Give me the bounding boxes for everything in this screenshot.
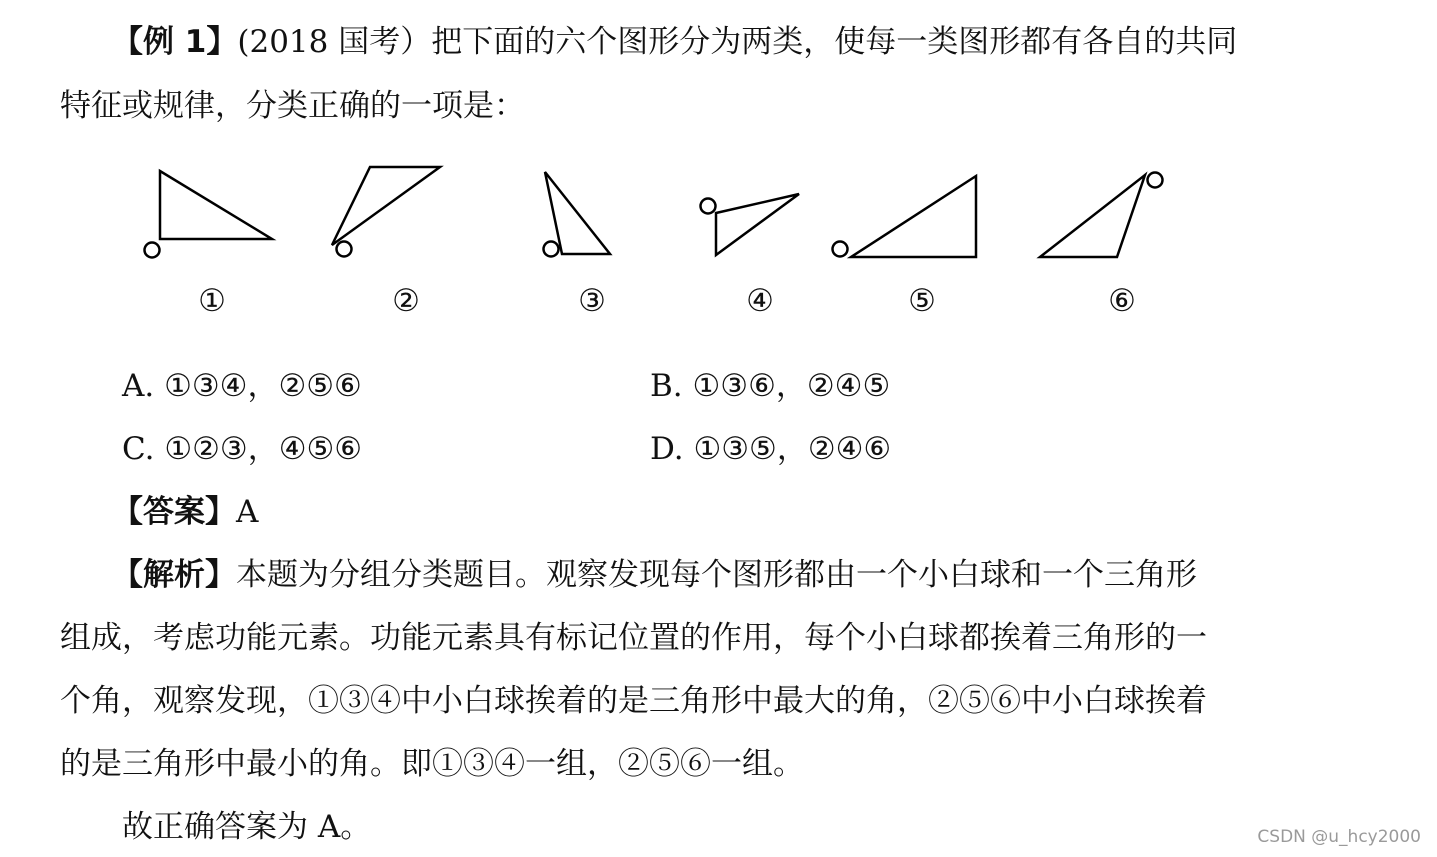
figure-1 — [145, 171, 273, 258]
analysis-line-1 — [112, 555, 1197, 595]
figure-label-2: ② — [392, 283, 420, 319]
answer-line — [112, 492, 258, 532]
analysis-line-2: 组成，考虑功能元素。功能元素具有标记位置的作用，每个小白球都挨着三角形的一 — [60, 620, 1207, 656]
figure-label-4: ④ — [746, 283, 774, 319]
analysis-text-1: 本题为分组分类题目。观察发现每个图形都由一个小白球和一个三角形 — [236, 557, 1197, 593]
answer-label: 【答案】 — [112, 494, 236, 530]
figure-5 — [833, 176, 977, 257]
question-line-2: 特征或规律，分类正确的一项是： — [60, 88, 525, 124]
question-text-1: (2018 国考）把下面的六个图形分为两类，使每一类图形都有各自的共同 — [237, 24, 1238, 60]
question-line-1 — [112, 22, 1237, 62]
figure-label-5: ⑤ — [908, 283, 936, 319]
figure-6 — [1040, 173, 1163, 258]
analysis-line-3: 个角，观察发现，①③④中小白球挨着的是三角形中最大的角，②⑤⑥中小白球挨着 — [60, 683, 1207, 719]
analysis-line-4: 的是三角形中最小的角。即①③④一组，②⑤⑥一组。 — [60, 746, 804, 782]
option-a: A. ①③④，②⑤⑥ — [122, 368, 362, 404]
figures-panel — [0, 150, 1437, 270]
question-label: 【例 1】 — [112, 24, 238, 60]
figure-label-1: ① — [198, 283, 226, 319]
figure-label-6: ⑥ — [1108, 283, 1136, 319]
conclusion: 故正确答案为 A。 — [122, 809, 372, 845]
option-d: D. ①③⑤，②④⑥ — [650, 431, 892, 467]
figure-4 — [701, 194, 800, 255]
watermark: CSDN @u_hcy2000 — [1257, 827, 1421, 847]
option-b: B. ①③⑥，②④⑤ — [650, 368, 891, 404]
analysis-label: 【解析】 — [112, 557, 236, 593]
figure-label-3: ③ — [578, 283, 606, 319]
figure-2 — [332, 167, 440, 257]
figure-3 — [544, 172, 611, 257]
answer-value: A — [236, 494, 259, 530]
option-c: C. ①②③，④⑤⑥ — [122, 431, 363, 467]
